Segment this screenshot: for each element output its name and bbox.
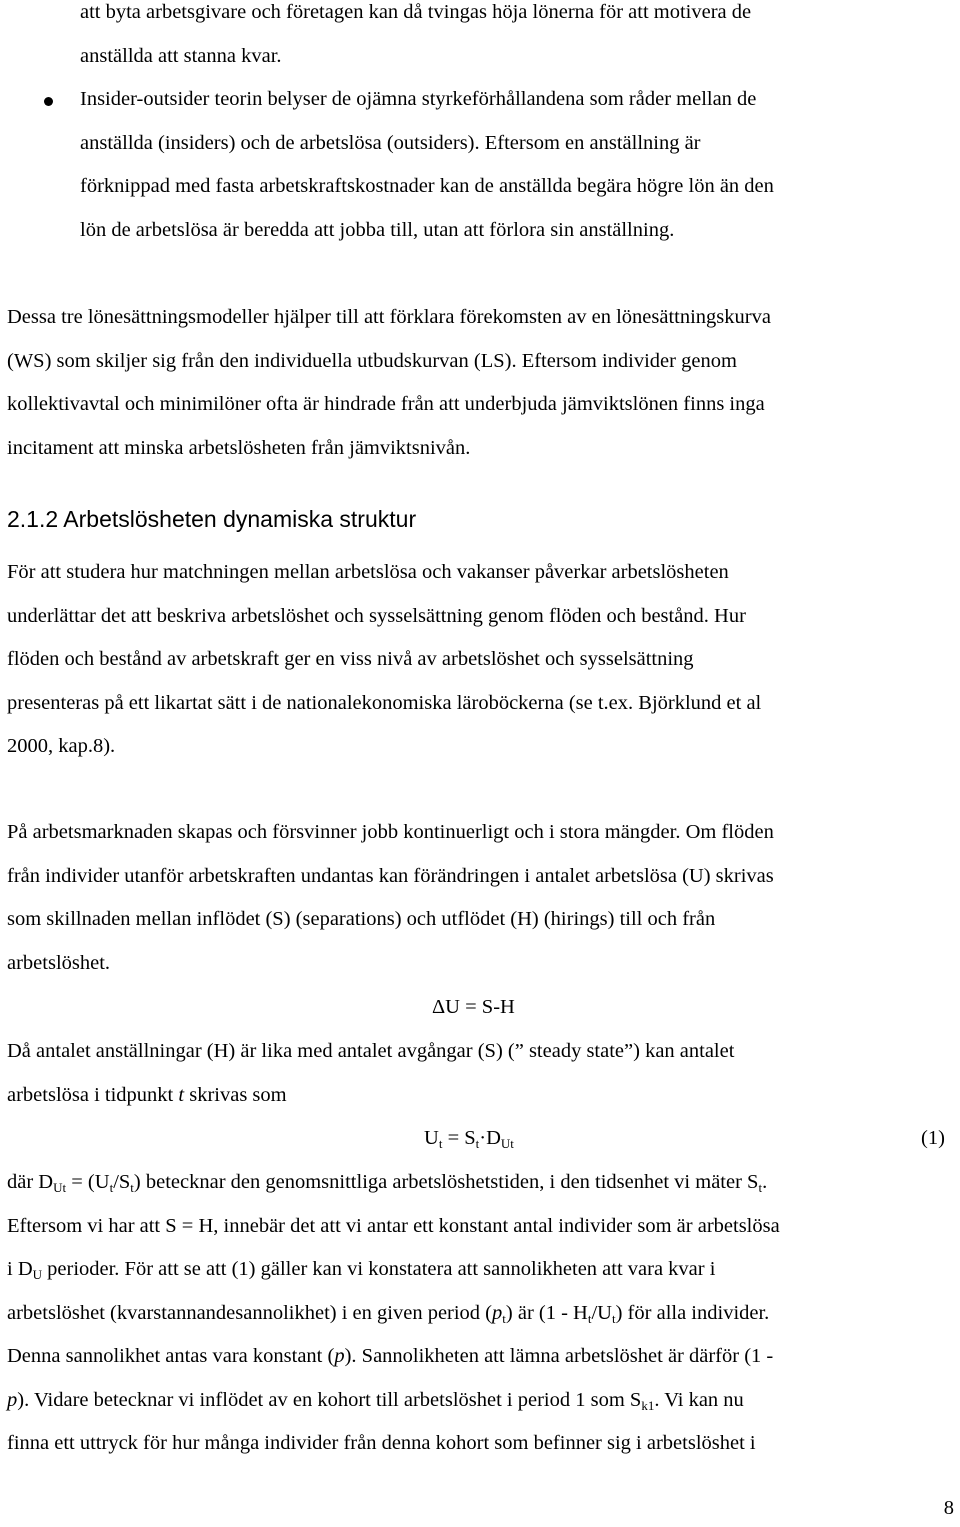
eq-subscript: Ut [500, 1136, 514, 1151]
page-number: 8 [943, 1497, 954, 1519]
bullet-continuation [80, 0, 950, 78]
eq-subscript: t [438, 1136, 443, 1151]
text-line: p). Vidare betecknar vi inflödet av en kohort till arbetslöshet i period 1 som $S_{k1}$. Vi kan nu [7, 1388, 744, 1413]
equation-number: (1) [921, 1127, 945, 1149]
text-line: där $D_{Ut} = (U_t/S_t)$ betecknar den genomsnittliga arbetslöshetstiden, i den tidsenhet vi mäter $S_t$. [7, 1171, 768, 1195]
paragraph-lonesattning [7, 296, 955, 470]
paragraph-definitions [7, 1161, 955, 1466]
text-line: förknippad med fasta arbetskraftskostnader kan de anställda begära högre lön än den [80, 175, 774, 197]
text-line: Insider-outsider teorin belyser de ojämna styrkeförhållandena som råder mellan de [80, 88, 757, 110]
paragraph-arbetsmarknaden [7, 811, 955, 985]
text-line: Eftersom vi har att S = H, innebär det att vi antar ett konstant antal individer som är arbetslösa [7, 1214, 780, 1237]
bullet-icon [44, 97, 53, 106]
text-line: (WS) som skiljer sig från den individuella utbudskurvan (LS). Eftersom individer genom [7, 349, 737, 372]
text-line: arbetslöshet. [7, 951, 111, 974]
equation-1 [424, 1117, 514, 1161]
equation-delta-u: ΔU = S-H [432, 996, 515, 1018]
text-line: flöden och bestånd av arbetskraft ger en viss nivå av arbetslöshet och sysselsättning [7, 648, 694, 670]
section-heading: 2.1.2 Arbetslösheten dynamiska struktur [7, 506, 417, 532]
italic-variable: t [178, 1083, 185, 1106]
text-line: 2000, kap.8). [7, 735, 116, 757]
text-line: anställda (insiders) och de arbetslösa (outsiders). Eftersom en anställning är [80, 131, 701, 154]
text-line: incitament att minska arbetslösheten från jämviktsnivån. [7, 436, 471, 459]
text-line: arbetslösa i tidpunkt [7, 1083, 179, 1106]
text-fragment: skrivas som [184, 1083, 287, 1106]
text-line: som skillnaden mellan inflödet (S) (separations) och utflödet (H) (hirings) till och från [7, 908, 716, 930]
eq-term: U [424, 1127, 439, 1149]
text-line: arbetslöshet (kvarstannandesannolikhet) i en given period $(p_t)$ är $(1 - H_t/U_t)$ för alla individer. [7, 1301, 770, 1326]
text-line: att byta arbetsgivare och företagen kan då tvingas höja lönerna för att motivera de [80, 1, 752, 23]
text-line: Dessa tre lönesättningsmodeller hjälper till att förklara förekomsten av en lönesättningskurva [7, 306, 771, 328]
text-line: anställda att stanna kvar. [80, 44, 282, 67]
text-line: För att studera hur matchningen mellan arbetslösa och vakanser påverkar arbetslösheten [7, 561, 729, 583]
paragraph-steady-state [7, 1030, 955, 1117]
paragraph-matchning [7, 551, 955, 769]
text-line: underlättar det att beskriva arbetslöshet och sysselsättning genom flöden och bestånd. Hur [7, 604, 746, 627]
bullet-insider-outsider [80, 78, 950, 252]
text-line: Denna sannolikhet antas vara konstant (p). Sannolikheten att lämna arbetslöshet är därför (1 - [7, 1345, 774, 1367]
text-line: På arbetsmarknaden skapas och försvinner jobb kontinuerligt och i stora mängder. Om flöden [7, 821, 774, 843]
text-line: i $D_U$ perioder. För att se att (1) gäller kan vi konstatera att sannolikheten att vara kvar i [7, 1258, 716, 1282]
text-line: Då antalet anställningar (H) är lika med antalet avgångar (S) (” steady state”) kan antalet [7, 1040, 735, 1062]
text-line: kollektivavtal och minimilöner ofta är hindrade från att underbjuda jämviktslönen finns inga [7, 393, 765, 415]
text-line: presenteras på ett likartat sätt i de nationalekonomiska läroböckerna (se t.ex. Björklund et al [7, 691, 762, 714]
eq-term: = S [442, 1127, 476, 1149]
text-line: från individer utanför arbetskraften undantas kan förändringen i antalet arbetslösa (U) skrivas [7, 864, 774, 887]
text-line: finna ett uttryck för hur många individer från denna kohort som befinner sig i arbetslöshet i [7, 1432, 756, 1454]
eq-term: ·D [479, 1127, 501, 1149]
text-line: lön de arbetslösa är beredda att jobba till, utan att förlora sin anställning. [80, 218, 675, 241]
eq-subscript: t [475, 1136, 480, 1151]
